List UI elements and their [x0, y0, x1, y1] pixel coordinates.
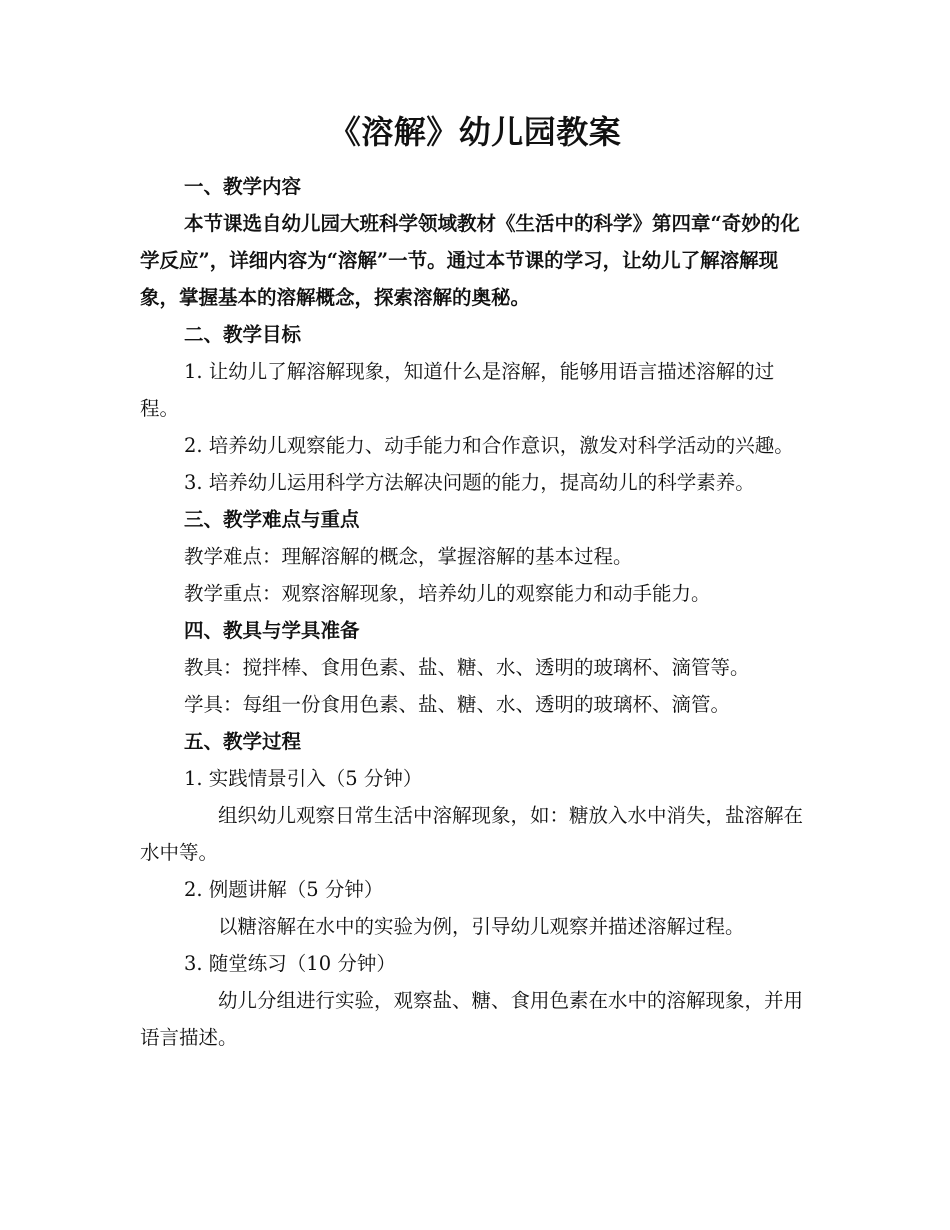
teaching-goal-3: 3. 培养幼儿运用科学方法解决问题的能力，提高幼儿的科学素养。	[184, 471, 755, 494]
student-materials: 学具：每组一份食用色素、盐、糖、水、透明的玻璃杯、滴管。	[184, 693, 731, 716]
teaching-goal-2: 2. 培养幼儿观察能力、动手能力和合作意识，激发对科学活动的兴趣。	[184, 434, 794, 457]
process-step-3-detail: 幼儿分组进行实验，观察盐、糖、食用色素在水中的溶解现象，并用语言描述。	[140, 989, 804, 1049]
section-heading-teaching-content: 一、教学内容	[184, 175, 302, 198]
teaching-goal-1: 1. 让幼儿了解溶解现象，知道什么是溶解，能够用语言描述溶解的过程。	[140, 360, 775, 420]
section-heading-difficulties-focus: 三、教学难点与重点	[184, 508, 360, 531]
process-step-1-title: 1. 实践情景引入（5 分钟）	[184, 767, 423, 790]
page-title: 《溶解》幼儿园教案	[328, 113, 622, 151]
process-step-3-title: 3. 随堂练习（10 分钟）	[184, 952, 396, 975]
teacher-materials: 教具：搅拌棒、食用色素、盐、糖、水、透明的玻璃杯、滴管等。	[184, 656, 750, 679]
section-heading-teaching-process: 五、教学过程	[184, 730, 302, 753]
section-heading-materials: 四、教具与学具准备	[184, 619, 360, 642]
section-heading-teaching-goals: 二、教学目标	[184, 323, 302, 346]
teaching-difficulty: 教学难点：理解溶解的概念，掌握溶解的基本过程。	[184, 545, 633, 568]
process-step-2-detail: 以糖溶解在水中的实验为例，引导幼儿观察并描述溶解过程。	[218, 915, 745, 938]
process-step-1-detail: 组织幼儿观察日常生活中溶解现象，如：糖放入水中消失，盐溶解在水中等。	[140, 804, 804, 864]
teaching-content-paragraph: 本节课选自幼儿园大班科学领域教材《生活中的科学》第四章“奇妙的化学反应”，详细内容为“溶解”一节。通过本节课的学习，让幼儿了解溶解现象，掌握基本的溶解概念，探索溶解的奥秘。	[140, 212, 800, 309]
teaching-focus: 教学重点：观察溶解现象，培养幼儿的观察能力和动手能力。	[184, 582, 711, 605]
document-body	[140, 168, 812, 1056]
process-step-2-title: 2. 例题讲解（5 分钟）	[184, 878, 384, 901]
